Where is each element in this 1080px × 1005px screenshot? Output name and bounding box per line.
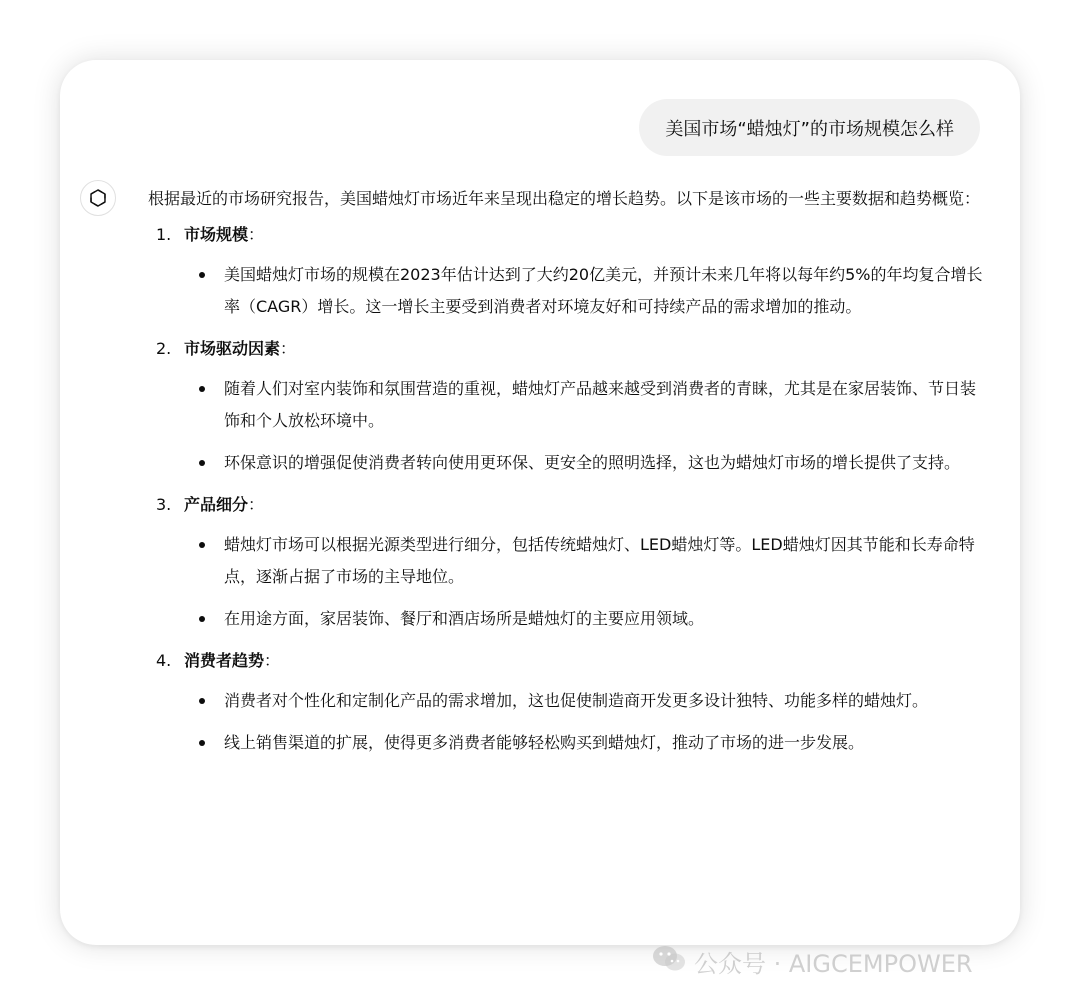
section-number: 2. <box>156 339 172 358</box>
assistant-answer <box>148 183 983 769</box>
section-title: 产品细分 <box>184 495 249 514</box>
bullet-list <box>148 259 983 323</box>
section-title: 市场规模 <box>184 225 249 244</box>
section-title: 消费者趋势 <box>184 651 265 670</box>
section-number: 3. <box>156 495 172 514</box>
watermark <box>652 944 973 979</box>
list-item <box>148 529 983 593</box>
bullet-dot <box>199 272 205 278</box>
bullet-text: 环保意识的增强促使消费者转向使用更环保、更安全的照明选择，这也为蜡烛灯市场的增长提供了支持。 <box>224 453 961 472</box>
chat-card <box>60 60 1020 945</box>
bullet-dot <box>199 542 205 548</box>
list-item <box>148 727 983 759</box>
bullet-text: 线上销售渠道的扩展，使得更多消费者能够轻松购买到蜡烛灯，推动了市场的进一步发展。 <box>224 733 865 752</box>
list-item <box>148 447 983 479</box>
section-consumer-trends <box>148 645 983 759</box>
user-message-bubble <box>639 99 980 156</box>
bullet-dot <box>199 740 205 746</box>
section-colon: ： <box>248 225 265 244</box>
bullet-list <box>148 529 983 635</box>
section-product-segments <box>148 489 983 635</box>
openai-logo-icon <box>80 180 116 216</box>
section-colon: ： <box>248 495 265 514</box>
bullet-text: 美国蜡烛灯市场的规模在2023年估计达到了大约20亿美元，并预计未来几年将以每年约5%的年均复合增长率（CAGR）增长。这一增长主要受到消费者对环境友好和可持续产品的需求增加的推动。 <box>224 265 983 316</box>
bullet-dot <box>199 616 205 622</box>
watermark-text: 公众号 · AIGCEMPOWER <box>694 950 973 978</box>
user-message-text: 美国市场“蜡烛灯”的市场规模怎么样 <box>665 118 954 140</box>
wechat-icon <box>652 945 686 979</box>
list-item <box>148 259 983 323</box>
section-market-size <box>148 219 983 323</box>
answer-intro: 根据最近的市场研究报告，美国蜡烛灯市场近年来呈现出稳定的增长趋势。以下是该市场的一些主要数据和趋势概览： <box>148 189 981 208</box>
bullet-dot <box>199 698 205 704</box>
section-heading <box>156 333 983 365</box>
bullet-text: 消费者对个性化和定制化产品的需求增加，这也促使制造商开发更多设计独特、功能多样的蜡烛灯。 <box>224 691 929 710</box>
section-title: 市场驱动因素 <box>184 339 281 358</box>
bullet-text: 在用途方面，家居装饰、餐厅和酒店场所是蜡烛灯的主要应用领域。 <box>224 609 705 628</box>
bullet-list <box>148 373 983 479</box>
bullet-text: 蜡烛灯市场可以根据光源类型进行细分，包括传统蜡烛灯、LED蜡烛灯等。LED蜡烛灯因其节能和长寿命特点，逐渐占据了市场的主导地位。 <box>224 535 975 586</box>
section-number: 1. <box>156 225 172 244</box>
list-item <box>148 373 983 437</box>
section-colon: ： <box>280 339 297 358</box>
bullet-dot <box>199 386 205 392</box>
section-market-drivers <box>148 333 983 479</box>
list-item <box>148 685 983 717</box>
bullet-list <box>148 685 983 759</box>
section-heading <box>156 645 983 677</box>
section-number: 4. <box>156 651 172 670</box>
section-heading <box>156 489 983 521</box>
bullet-dot <box>199 460 205 466</box>
list-item <box>148 603 983 635</box>
section-colon: ： <box>264 651 281 670</box>
bullet-text: 随着人们对室内装饰和氛围营造的重视，蜡烛灯产品越来越受到消费者的青睐，尤其是在家居装饰、节日装饰和个人放松环境中。 <box>224 379 977 430</box>
section-heading <box>156 219 983 251</box>
